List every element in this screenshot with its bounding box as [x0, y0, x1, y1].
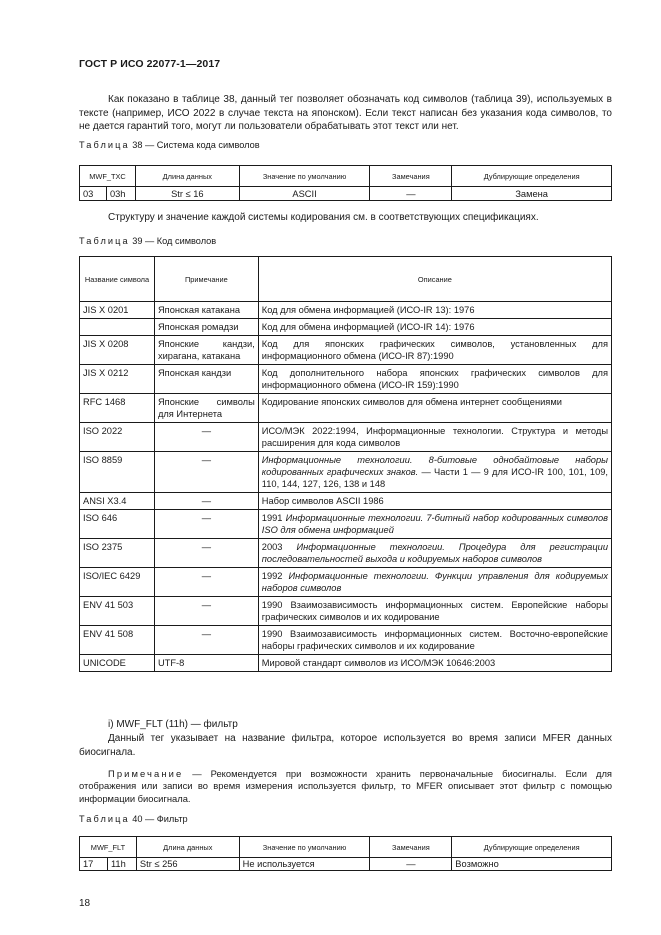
table38-cell: Замена	[452, 187, 612, 201]
symbol-description-plain: 2003	[261, 542, 297, 552]
symbol-name: ISO 8859	[80, 452, 155, 493]
symbol-note: Японская кандзи	[154, 365, 258, 394]
symbol-description-plain: 1992	[261, 571, 289, 581]
symbol-description-italic: Информационные технологии. 7-битный набор кодированных символов ISO для обмена информацией	[261, 513, 608, 535]
symbol-note: Японская катакана	[154, 302, 258, 319]
table38-cell: ASCII	[239, 187, 370, 201]
table-row	[80, 626, 612, 655]
table40-cell: 17	[80, 858, 108, 871]
table40-cell: Str ≤ 256	[136, 858, 239, 871]
table38-cell: —	[370, 187, 452, 201]
table40-cell: 11h	[107, 858, 136, 871]
table40-caption-rest: 40 — Фильтр	[129, 814, 188, 824]
table40-header-cell: Дублирующие определения	[452, 837, 612, 858]
table40-cell: Возможно	[452, 858, 612, 871]
table39-header-cell: Примечание	[154, 257, 258, 302]
intro-paragraph: Как показано в таблице 38, данный тег позволяет обозначать код символов (таблица 39), используемых в тексте (например, ИСО 2022 в случае текста на японском). Если текст написан без указания кода символов, то не дается гарантий того, могут ли пользователи обрабатывать этот текст или нет.	[79, 94, 612, 133]
symbol-note: Японская ромадзи	[154, 319, 258, 336]
symbol-description-plain: 1991	[261, 513, 286, 523]
symbol-note: —	[154, 597, 258, 626]
symbol-note: —	[154, 539, 258, 568]
note-text: — Рекомендуется при возможности хранить первоначальные биосигналы. Если для отображения или записи во время измерения используется фильтр, то MFER описывает этот фильтр с помощью информации биосигнала.	[79, 768, 612, 804]
symbol-description	[258, 539, 611, 568]
symbol-name: ENV 41 508	[80, 626, 155, 655]
symbol-name: ISO/IEC 6429	[80, 568, 155, 597]
table39-caption	[79, 236, 216, 246]
symbol-description	[258, 510, 611, 539]
symbol-name: JIS X 0208	[80, 336, 155, 365]
symbol-description: Код для обмена информацией (ИСО-IR 13): 1976	[258, 302, 611, 319]
table-row	[80, 336, 612, 365]
table38-caption-word: Таблица	[79, 140, 130, 150]
table40	[79, 836, 612, 871]
symbol-note: Японские кандзи, хирагана, катакана	[154, 336, 258, 365]
table38-header-cell: MWF_TXC	[80, 166, 136, 187]
table39-caption-rest: 39 — Код символов	[129, 236, 217, 246]
table38-cell: Str ≤ 16	[135, 187, 239, 201]
table-row	[80, 365, 612, 394]
table38-caption-rest: 38 — Система кода символов	[129, 140, 260, 150]
table-row	[80, 597, 612, 626]
symbol-note: —	[154, 568, 258, 597]
table38-caption	[79, 140, 260, 150]
table38-header-cell: Замечания	[370, 166, 452, 187]
symbol-note: UTF-8	[154, 655, 258, 672]
symbol-description	[258, 568, 611, 597]
symbol-description: ИСО/МЭК 2022:1994, Информационные технологии. Структура и методы расширения для кода символов	[258, 423, 611, 452]
symbol-name: ISO 2375	[80, 539, 155, 568]
symbol-name: JIS X 0201	[80, 302, 155, 319]
symbol-note: —	[154, 452, 258, 493]
table-row	[80, 655, 612, 672]
table-row	[80, 302, 612, 319]
table38	[79, 165, 612, 201]
symbol-name: UNICODE	[80, 655, 155, 672]
table39-header-cell: Название символа	[80, 257, 155, 302]
symbol-description: Код для японских графических символов, установленных для информационного обмена (ИСО-IR 87):1990	[258, 336, 611, 365]
symbol-description: 1990 Взаимозависимость информационных систем. Восточно-европейские наборы графических символов и их кодирование	[258, 626, 611, 655]
symbol-description: Набор символов ASCII 1986	[258, 493, 611, 510]
symbol-name: RFC 1468	[80, 394, 155, 423]
structure-paragraph: Структуру и значение каждой системы кодирования см. в соответствующих спецификациях.	[108, 212, 539, 223]
table-row	[80, 510, 612, 539]
table38-cell: 03h	[106, 187, 135, 201]
note-paragraph	[79, 768, 612, 805]
table39	[79, 256, 612, 672]
section-i-text: Данный тег указывает на название фильтра, которое используется во время записи MFER данных биосигнала.	[79, 733, 612, 758]
table-row	[80, 493, 612, 510]
table-row	[80, 539, 612, 568]
table-row	[80, 319, 612, 336]
symbol-note: —	[154, 493, 258, 510]
table40-header-cell: Замечания	[370, 837, 452, 858]
table-row	[80, 394, 612, 423]
table38-header-row	[80, 166, 612, 187]
symbol-description: Код для обмена информацией (ИСО-IR 14): 1976	[258, 319, 611, 336]
table38-cell: 03	[80, 187, 107, 201]
table40-cell: Не используется	[239, 858, 370, 871]
symbol-name: JIS X 0212	[80, 365, 155, 394]
document-header: ГОСТ Р ИСО 22077-1—2017	[79, 58, 221, 70]
table-row	[80, 187, 612, 201]
table40-header-cell: Длина данных	[136, 837, 239, 858]
symbol-name	[80, 319, 155, 336]
section-i-title: i) MWF_FLT (11h) — фильтр	[108, 719, 238, 730]
symbol-description-italic: Информационные технологии. Процедура для регистрации последовательностей выхода и кодируемых наборов символов	[261, 542, 608, 564]
symbol-name: ISO 2022	[80, 423, 155, 452]
symbol-description: Мировой стандарт символов из ИСО/МЭК 10646:2003	[258, 655, 611, 672]
table38-header-cell: Длина данных	[135, 166, 239, 187]
symbol-name: ANSI X3.4	[80, 493, 155, 510]
table39-header-cell: Описание	[258, 257, 611, 302]
symbol-name: ENV 41 503	[80, 597, 155, 626]
table38-header-cell: Значение по умолчанию	[239, 166, 370, 187]
note-word: Примечание	[108, 768, 184, 779]
symbol-description-italic: Информационные технологии. 8-битовые однобайтовые наборы кодированных графических знаков.	[261, 455, 608, 477]
table-row	[80, 423, 612, 452]
symbol-name: ISO 646	[80, 510, 155, 539]
symbol-description	[258, 452, 611, 493]
table-row	[80, 568, 612, 597]
symbol-note: —	[154, 423, 258, 452]
symbol-description: 1990 Взаимозависимость информационных систем. Европейские наборы графических символов и их кодирование	[258, 597, 611, 626]
table38-header-cell: Дублирующие определения	[452, 166, 612, 187]
symbol-note: —	[154, 510, 258, 539]
table40-caption	[79, 814, 188, 824]
symbol-description-rest: — Части 1 — 9 для ИСО-IR 100, 101, 109, 110, 144, 127, 126, 138 и 148	[261, 467, 608, 489]
table40-header-row	[80, 837, 612, 858]
table-row	[80, 858, 612, 871]
symbol-note: Японские символы для Интернета	[154, 394, 258, 423]
page-number: 18	[79, 898, 91, 909]
table40-header-cell: Значение по умолчанию	[239, 837, 370, 858]
table39-header-row	[80, 257, 612, 302]
table39-caption-word: Таблица	[79, 236, 130, 246]
table40-cell: —	[370, 858, 452, 871]
symbol-description-italic: Информационные технологии. Функции управления для кодируемых наборов символов	[261, 571, 608, 593]
symbol-description: Кодирование японских символов для обмена интернет сообщениями	[258, 394, 611, 423]
table-row	[80, 452, 612, 493]
table40-header-cell: MWF_FLT	[80, 837, 137, 858]
symbol-description: Код дополнительного набора японских графических символов для информационного обмена (ИСО-IR 159):1990	[258, 365, 611, 394]
symbol-note: —	[154, 626, 258, 655]
table40-caption-word: Таблица	[79, 814, 130, 824]
